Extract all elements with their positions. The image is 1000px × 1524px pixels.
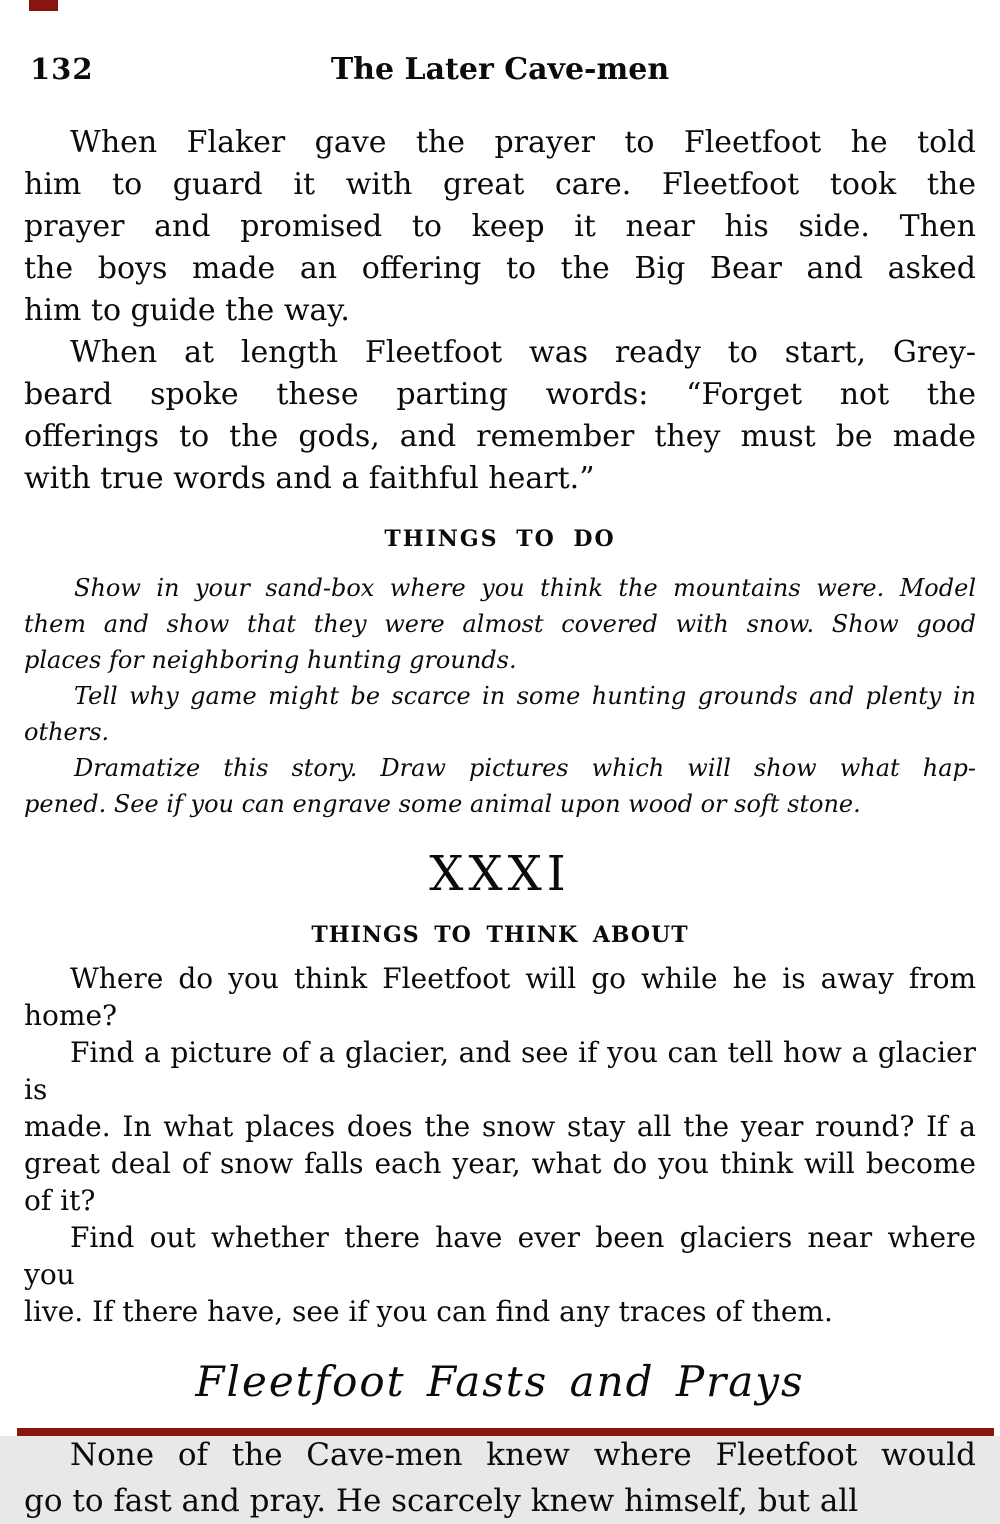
- text-line: live. If there have, see if you can find any traces of them.: [24, 1295, 833, 1328]
- page-number: 132: [30, 52, 94, 86]
- text-line: pened. See if you can engrave some animal upon wood or soft stone.: [24, 790, 861, 818]
- text-line: places for neighboring hunting grounds.: [24, 646, 517, 674]
- story-text: [24, 122, 976, 500]
- paragraph: [24, 332, 976, 500]
- scan-edge-artifact-top: [29, 0, 58, 11]
- text-line: Show in your sand-box where you think the mountains were. Model: [74, 574, 976, 602]
- scan-edge-artifact-bottom: [17, 1428, 994, 1436]
- things-to-think-about-heading: THINGS TO THINK ABOUT: [311, 922, 689, 948]
- running-header: [24, 52, 976, 90]
- chapter-numeral: XXXI: [429, 846, 571, 902]
- text-line: made. In what places does the snow stay all the year round? If a: [24, 1110, 976, 1143]
- text-line: None of the Cave-men knew where Fleetfoot would: [70, 1437, 976, 1473]
- running-title: The Later Cave-men: [330, 52, 670, 87]
- text-line: them and show that they were almost covered with snow. Show good: [24, 610, 976, 638]
- text-line: Tell why game might be scarce in some hunting grounds and plenty in: [74, 682, 976, 710]
- paragraph: [24, 1034, 976, 1219]
- things-to-do-text: [24, 570, 976, 822]
- paragraph: [24, 678, 976, 750]
- paragraph: [24, 1432, 976, 1524]
- text-line: prayer and promised to keep it near his side. Then: [24, 209, 976, 244]
- text-line: Dramatize this story. Draw pictures which will show what hap-: [74, 754, 976, 782]
- text-line: Find out whether there have ever been glaciers near where you: [24, 1221, 976, 1291]
- text-line: Find a picture of a glacier, and see if you can tell how a glacier is: [24, 1036, 976, 1106]
- text-line: When at length Fleetfoot was ready to start, Grey-: [70, 335, 976, 370]
- paragraph: [24, 1219, 976, 1330]
- text-line: go to fast and pray. He scarcely knew himself, but all: [24, 1483, 859, 1519]
- text-line: others.: [24, 718, 110, 746]
- text-line: with true words and a faithful heart.”: [24, 461, 595, 496]
- paragraph: [24, 960, 976, 1034]
- text-line: offerings to the gods, and remember they must be made: [24, 419, 976, 454]
- text-line: When Flaker gave the prayer to Fleetfoot he told: [70, 125, 976, 160]
- section-title: Fleetfoot Fasts and Prays: [195, 1357, 805, 1406]
- paragraph: [24, 570, 976, 678]
- text-line: the boys made an offering to the Big Bear and asked: [24, 251, 976, 286]
- section-opening-text: [24, 1432, 976, 1524]
- text-line: him to guard it with great care. Fleetfoot took the: [24, 167, 976, 202]
- things-to-think-about-text: [24, 960, 976, 1330]
- text-line: beard spoke these parting words: “Forget not the: [24, 377, 976, 412]
- paragraph: [24, 750, 976, 822]
- paragraph: [24, 122, 976, 332]
- text-line: great deal of snow falls each year, what do you think will become of it?: [24, 1147, 976, 1217]
- text-line: him to guide the way.: [24, 293, 350, 328]
- text-line: Where do you think Fleetfoot will go while he is away from home?: [24, 962, 976, 1032]
- things-to-do-heading: THINGS TO DO: [384, 526, 616, 552]
